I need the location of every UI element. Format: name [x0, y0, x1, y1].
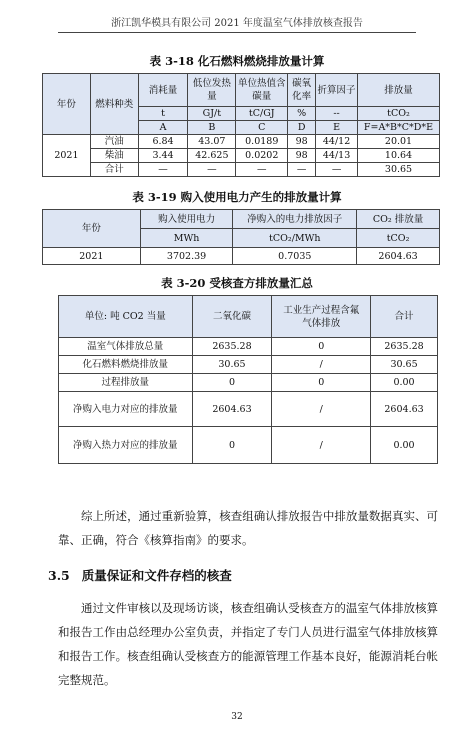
value-cell: 43.07 — [188, 135, 236, 149]
value-cell: — — [316, 163, 358, 177]
section-heading — [48, 566, 232, 584]
unit-cell: GJ/t — [188, 107, 236, 121]
value-cell: 3.44 — [138, 149, 188, 163]
header-emission: 排放量 — [358, 74, 440, 107]
table-row — [59, 427, 438, 464]
row-label: 化石燃料燃烧排放量 — [59, 356, 193, 374]
section-number: 3.5 — [48, 568, 70, 583]
fuel-cell: 柴油 — [90, 149, 138, 163]
header-unit: 单位: 吨 CO2 当量 — [59, 296, 193, 338]
unit-cell: tC/GJ — [236, 107, 288, 121]
header-ncv: 低位发热量 — [188, 74, 236, 107]
value-cell: 0.0189 — [236, 135, 288, 149]
section-title: 质量保证和文件存档的核查 — [81, 568, 232, 583]
table-row — [59, 356, 438, 374]
page-header: 浙江凯华模具有限公司 2021 年度温室气体排放核查报告 — [58, 14, 416, 33]
value-cell: 20.01 — [358, 135, 440, 149]
value-cell: 0 — [192, 427, 272, 464]
page-number: 32 — [231, 712, 243, 722]
table-3-19 — [42, 209, 440, 265]
unit-cell: MWh — [140, 229, 233, 248]
unit-cell: t — [138, 107, 188, 121]
letter-cell: D — [288, 121, 316, 135]
value-cell: 2604.63 — [357, 248, 440, 265]
table-row — [59, 392, 438, 427]
letter-cell: B — [188, 121, 236, 135]
value-cell: 44/13 — [316, 149, 358, 163]
year-cell: 2021 — [43, 135, 91, 177]
value-cell: — — [188, 163, 236, 177]
unit-cell: % — [288, 107, 316, 121]
year-cell: 2021 — [43, 248, 141, 265]
header-co2-emission: CO₂ 排放量 — [357, 210, 440, 229]
value-cell: / — [272, 392, 371, 427]
header-oxidation: 碳氧化率 — [288, 74, 316, 107]
header-factor: 折算因子 — [316, 74, 358, 107]
value-cell: 0.00 — [371, 427, 438, 464]
header-year: 年份 — [43, 210, 141, 248]
value-cell: 2635.28 — [192, 338, 272, 356]
table-3-20-caption: 表 3-20 受核查方排放量汇总 — [161, 276, 313, 290]
table-3-19-caption: 表 3-19 购入使用电力产生的排放量计算 — [132, 190, 342, 204]
table-3-18-caption: 表 3-18 化石燃料燃烧排放量计算 — [149, 54, 325, 68]
header-year: 年份 — [43, 74, 91, 135]
header-consumption: 消耗量 — [138, 74, 188, 107]
value-cell: 30.65 — [371, 356, 438, 374]
header-co2: 二氧化碳 — [192, 296, 272, 338]
table-row — [43, 135, 440, 149]
table-row — [43, 248, 440, 265]
value-cell: — — [138, 163, 188, 177]
value-cell: 10.64 — [358, 149, 440, 163]
letter-cell: C — [236, 121, 288, 135]
letter-cell: F=A*B*C*D*E — [358, 121, 440, 135]
header-carbon-content: 单位热值含碳量 — [236, 74, 288, 107]
value-cell: 98 — [288, 149, 316, 163]
value-cell: 44/12 — [316, 135, 358, 149]
value-cell: 2604.63 — [192, 392, 272, 427]
unit-cell: tCO₂ — [358, 107, 440, 121]
value-cell: — — [288, 163, 316, 177]
header-process-fluorinated: 工业生产过程含氟气体排放 — [272, 296, 371, 338]
quality-paragraph: 通过文件审核以及现场访谈，核查组确认受核查方的温室气体排放核算和报告工作由总经理办公室负责，并指定了专门人员进行温室气体排放核算和报告工作。核查组确认受核查方的能源管理工作基本良好，能源消耗台帐完整规范。 — [58, 601, 438, 687]
row-label: 净购入电力对应的排放量 — [59, 392, 193, 427]
table-3-18 — [42, 73, 440, 177]
table-row — [59, 374, 438, 392]
value-cell: 2635.28 — [371, 338, 438, 356]
value-cell: 98 — [288, 135, 316, 149]
letter-cell: E — [316, 121, 358, 135]
unit-cell: -- — [316, 107, 358, 121]
header-purchased-electricity: 购入使用电力 — [140, 210, 233, 229]
header-total: 合计 — [371, 296, 438, 338]
letter-cell: A — [138, 121, 188, 135]
value-cell: — — [236, 163, 288, 177]
value-cell: 30.65 — [358, 163, 440, 177]
value-cell: 3702.39 — [140, 248, 233, 265]
fuel-cell: 汽油 — [90, 135, 138, 149]
fuel-cell: 合计 — [90, 163, 138, 177]
value-cell: 30.65 — [192, 356, 272, 374]
value-cell: 0.7035 — [233, 248, 357, 265]
table-3-20 — [58, 295, 438, 464]
value-cell: 0 — [272, 374, 371, 392]
unit-cell: tCO₂/MWh — [233, 229, 357, 248]
value-cell: 2604.63 — [371, 392, 438, 427]
row-label: 净购入热力对应的排放量 — [59, 427, 193, 464]
value-cell: / — [272, 356, 371, 374]
value-cell: 0 — [272, 338, 371, 356]
value-cell: 0.0202 — [236, 149, 288, 163]
value-cell: 42.625 — [188, 149, 236, 163]
row-label: 过程排放量 — [59, 374, 193, 392]
header-fuel-type: 燃料种类 — [90, 74, 138, 135]
header-emission-factor: 净购入的电力排放因子 — [233, 210, 357, 229]
value-cell: / — [272, 427, 371, 464]
value-cell: 0.00 — [371, 374, 438, 392]
table-row — [43, 163, 440, 177]
value-cell: 0 — [192, 374, 272, 392]
value-cell: 6.84 — [138, 135, 188, 149]
unit-cell: tCO₂ — [357, 229, 440, 248]
table-row — [59, 338, 438, 356]
row-label: 温室气体排放总量 — [59, 338, 193, 356]
table-row — [43, 149, 440, 163]
conclusion-paragraph: 综上所述，通过重新验算，核查组确认排放报告中排放量数据真实、可靠、正确，符合《核算指南》的要求。 — [58, 509, 438, 547]
